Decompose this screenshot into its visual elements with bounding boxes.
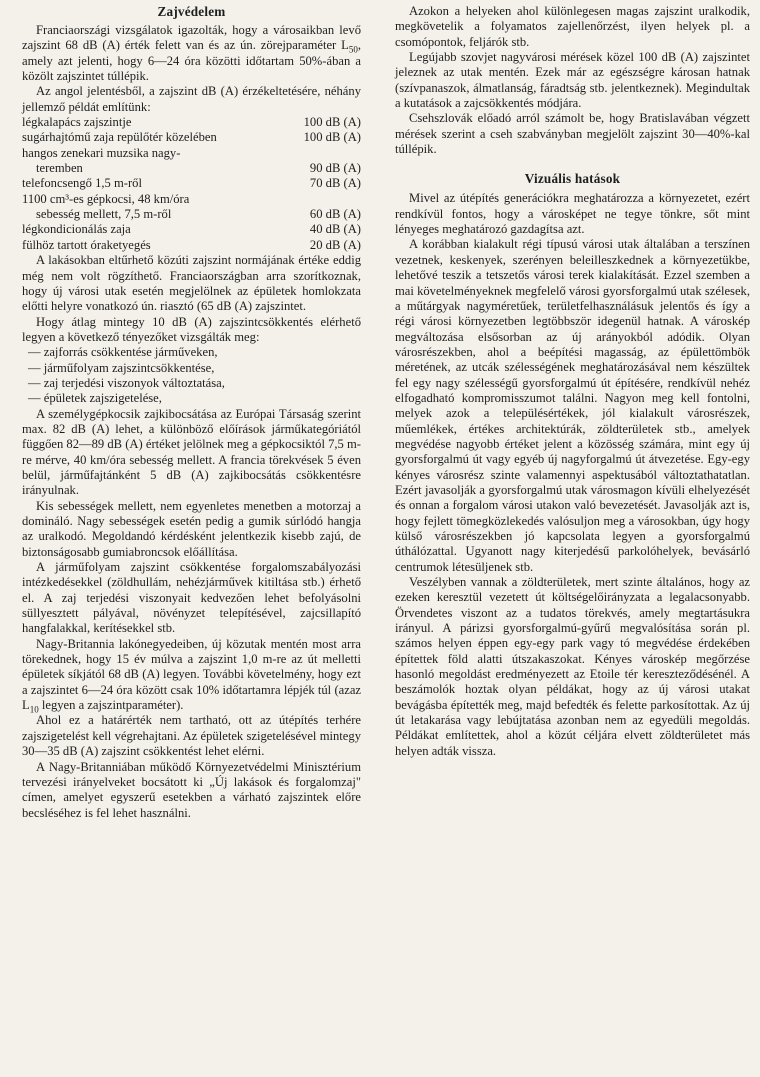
list-item: — zajforrás csökkentése járműveken, xyxy=(28,345,218,360)
noise-level-row: sugárhajtómű zaja repülőtér közelében 100 dB (A) xyxy=(22,130,361,145)
left-column xyxy=(22,4,361,821)
paragraph: Legújabb szovjet nagyvárosi mérések közel 100 dB (A) zajszintet jeleznek az utak mentén. Ezek már az egészségre károsan hatnak (szívpanaszok, álmatlanság, fáradtság stb. jelentkeznek). Megindultak a kutatások a zajcsökkentés módjára. xyxy=(395,50,750,111)
section-title-vizualis-hatasok: Vizuális hatások xyxy=(524,171,621,187)
noise-level-row: 1100 cm³-es gépkocsi, 48 km/óra xyxy=(22,191,190,206)
measure-list xyxy=(22,345,361,406)
noise-level-row: légkondicionálás zaja 40 dB (A) xyxy=(22,222,361,237)
paragraph: Mivel az útépítés generációkra meghatározza a környezetet, ezért rendkívül fontos, hogy a városképet ne tegye tönkre, sőt mint lényeges meghatározó gazdagítsa azt. xyxy=(395,191,750,237)
section-title-zajvedelem: Zajvédelem xyxy=(157,4,226,19)
noise-level-row: fülhöz tartott óraketyegés 20 dB (A) xyxy=(22,237,361,252)
paragraph: Az angol jelentésből, a zajszint dB (A) érzékeltetésére, néhány jellemző példát említünk: xyxy=(22,84,361,114)
paragraph: Hogy átlag mintegy 10 dB (A) zajszintcsökkentés elérhető legyen a következő tényezőket vizsgálták meg: xyxy=(22,314,361,344)
paragraph: A korábban kialakult régi típusú városi utak általában a terszínen vezetnek, keskenyek, szerényen beleilleszkednek a környezetükbe, lehetővé teszik a tetszetős városi terek kialakítását. Ezzel szemben a mai követelményeknek megfelelő városi gyorsforgalmú utak szélesek, a műtárgyak nagyméretűek, területfelhasználásuk jelentős és így a régi városi környezetben legtöbbször idegenül hatnak. A városkép megváltozása elsősorban az új arányokból adódik. Olyan városrészekben, ahol a beépítési magasság, az épülettömbök méretének, az utcák szélességének meghatározásával nem készültek fel egy nagy szélességű gyorsforgalmú út építésére, rendkívül nehéz elfogadható kompromisszumot találni. Nagyon meg kell fontolni, melyek azok a településértékek, jól kialakult városrészek, műemlékek, értékes architektúrák, zöldterületek stb., amelyek megvédése nagyobb értéket jelent a közösség számára, mint egy új gyorsforgalmú út vagy egyéb új nagyforgalmú út átvezetése. Egy-egy kényes városrész szinte valamennyi aspektusából változtathatatlan. Ezért javasolják a gyorsforgalmú utak városmagon kívüli elhelyezését és onnan a forgalom városi utakon való bevezetését. Javasolják azt is, hogy fejlett tömegközlekedés valósuljon meg a városokban, úgy hogy külső városrészekben jó kapcsolata legyen a gyorsforgalmú úthálózattal. Ugyanott nagy kiterjedésű parkolóhelyek, bevásárló centrumok létesüljenek stb. xyxy=(395,237,750,574)
noise-level-row: hangos zenekari muzsika nagy- xyxy=(22,145,181,160)
paragraph: Nagy-Britannia lakónegyedeiben, új közutak mentén most arra törekednek, hogy 15 év múlva a zajszint 1,0 m-re az út melletti épületek síkjától 68 dB (A) legyen. További követelmény, hogy ezt a zajszintet 6—24 óra között csak 10% időtartamra lépjék túl (azaz $L_{10}$ legyen a zajszintparaméter). xyxy=(22,636,361,715)
noise-level-list xyxy=(22,115,361,253)
paragraph: Kis sebességek mellett, nem egyenletes menetben a motorzaj a domináló. Nagy sebességek esetén pedig a gumik súrlódó hangja az uralkodó. Megoldandó kérdésként jelentkezik kisebb zajú, de biztonságosabb gumiabroncsok előállítása. xyxy=(22,498,361,559)
paragraph: Franciaországi vizsgálatok igazolták, hogy a városaikban levő zajszint 68 dB (A) érték felett van és az ún. zörejparaméter $L_{50}$, amely azt jelenti, hogy 6—24 óra közötti időtartam 50%-ában a közölt zajszintet túllépik. xyxy=(22,23,361,84)
paragraph: A Nagy-Britanniában működő Környezetvédelmi Minisztérium tervezési irányelveket bocsátott ki „Új lakások és forgalomzaj" címen, amelyet egyszerű esetekben a várható zajszintek előre becsléséhez is fel lehet használni. xyxy=(22,759,361,820)
paragraph: A járműfolyam zajszint csökkentése forgalomszabályozási intézkedésekkel (zöldhullám, nehézjárművek kitiltása stb.) érhető el. A zaj terjedési viszonyait kedvezően lehet befolyásolni süllyesztett pályával, növényzet telepítésével, zajcsillapító hangfalakkal, kerítésekkel stb. xyxy=(22,560,361,636)
list-item: — épületek zajszigetelése, xyxy=(28,391,162,406)
noise-level-row: teremben 90 dB (A) xyxy=(36,161,361,176)
paragraph: Veszélyben vannak a zöldterületek, mert szinte általános, hogy az ezeken keresztül vezetett út költségelőirányzata a legalacsonyabb. Örvendetes viszont az a tudatos törekvés, amely megtartásukra irányul. A párizsi gyorsforgalmú-gyűrű megvalósítása során pl. számos helyen éppen egy-egy park vagy tó megvédése érdekében építettek föld alatti útszakaszokat. Kényes városkép megőrzése hasonló megoldást eredményezett az Etoile tér kereszteződésénél. A beszámolók hoztak olyan példákat, hogy az új városi utakat bevágásba építették meg, majd befedték és felette parkosítottak. Az új út letakarása vagy lebújtatása azonban nem az egyedüli megoldás. Példákat említettek, ahol a közút céljára elvett zöldterületet más helyen adták vissza. xyxy=(395,575,750,758)
paragraph: A lakásokban eltűrhető közúti zajszint normájának értéke eddig még nem volt rögzíthető. Franciaországban arra szorítkoznak, hogy új városi utak esetén megjelölnek az épületek homlokzata előtti helyre vonatkozó ún. riasztó (65 dB (A) zajszintet. xyxy=(22,253,361,314)
paragraph: Azokon a helyeken ahol különlegesen magas zajszint uralkodik, megkövetelik a folyamatos zajellenőrzést, ilyen helyek pl. a csomópontok, feljárók stb. xyxy=(395,4,750,49)
right-column xyxy=(395,4,750,759)
list-item: — zaj terjedési viszonyok változtatása, xyxy=(28,375,225,390)
paragraph: Ahol ez a határérték nem tartható, ott az útépítés terhére zajszigetelést kell végrehajtani. Az épületek szigetelésével mintegy 30—35 dB (A) zajszint csökkentést lehet elérni. xyxy=(22,713,361,759)
paragraph: Csehszlovák előadó arról számolt be, hogy Bratislavában végzett mérések szerint a cseh szabványban megjelölt zajszint 30—40%-kal túllépik. xyxy=(395,111,750,157)
paragraph: A személygépkocsik zajkibocsátása az Európai Társaság szerint max. 82 dB (A) lehet, a különböző előírások járműkategóriától függően 82—89 dB (A) értéket jelölnek meg a gépkocsiktól 7,5 m-re mérve, 40 km/óra sebesség mellett. A francia törekvések 5 éven belül, járműfajtánként 5 dB (A) zajkibocsátás csökkentésre irányulnak. xyxy=(22,406,361,498)
noise-level-row: sebesség mellett, 7,5 m-ről 60 dB (A) xyxy=(36,207,361,222)
noise-level-row: légkalapács zajszintje 100 dB (A) xyxy=(22,115,361,130)
list-item: — járműfolyam zajszintcsökkentése, xyxy=(28,360,215,375)
noise-level-row: telefoncsengő 1,5 m-ről 70 dB (A) xyxy=(22,176,361,191)
